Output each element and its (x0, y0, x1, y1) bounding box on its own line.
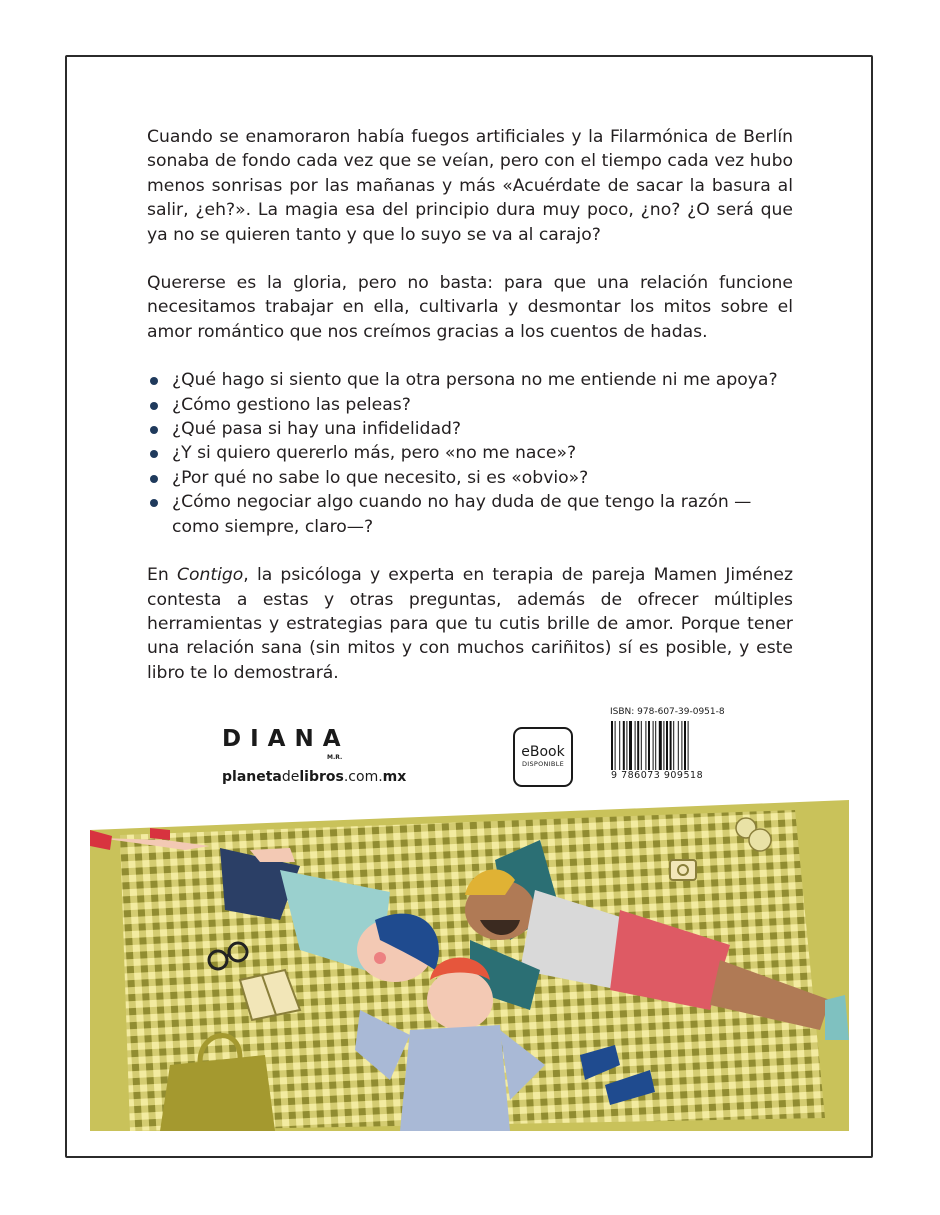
barcode-bar (673, 721, 674, 771)
barcode-bar (688, 721, 689, 771)
ebook-title: eBook (521, 744, 565, 760)
barcode-bar (641, 721, 642, 771)
question-list (147, 368, 793, 539)
barcode-bar (670, 721, 672, 771)
list-item: ¿Y si quiero quererlo más, pero «no me nace»? (147, 441, 793, 465)
blurb-paragraph-3 (147, 563, 793, 685)
barcode-bar (619, 721, 620, 771)
site-part: mx (382, 769, 407, 785)
barcode-bar (626, 721, 627, 771)
barcode-bar (645, 721, 646, 771)
isbn-label: ISBN: 978-607-39-0951-8 (610, 707, 725, 717)
blurb-paragraph-2: Quererse es la gloria, pero no basta: para que una relación funcione necesitamos trabajar en ella, cultivarla y desmontar los mitos sobre el amor romántico que nos creímos gracias a los cuentos de hadas. (147, 273, 793, 342)
blurb-text (147, 125, 793, 685)
barcode-bar (648, 721, 650, 771)
barcode-bar (635, 721, 636, 771)
site-part: libros (299, 769, 344, 785)
barcode-bar (663, 721, 664, 771)
blurb-p3-rest: , la psicóloga y experta en terapia de pareja Mamen Jiménez contesta a estas y otras preguntas, además de ofrecer múltiples herramientas y estrategias para que tu cutis brille de amor. Porque tener una relación sana (sin mitos y con muchos cariñitos) sí es posible, y este libro te lo demostrará. (147, 565, 793, 683)
site-part: de (281, 769, 300, 785)
trademark-mark: M.R. (327, 754, 343, 761)
publisher-website[interactable] (222, 769, 406, 785)
barcode-bar (659, 721, 662, 771)
list-item: ¿Cómo negociar algo cuando no hay duda de que tengo la razón —como siempre, claro—? (147, 490, 793, 539)
barcode-bar (684, 721, 686, 771)
site-part: planeta (222, 769, 282, 785)
blurb-p3-start: En (147, 565, 177, 586)
barcode-bar (623, 721, 625, 771)
list-item: ¿Qué hago si siento que la otra persona no me entiende ni me apoya? (147, 368, 793, 392)
book-title: Contigo (176, 565, 244, 586)
picnic-illustration (90, 800, 849, 1131)
camera-icon (670, 860, 696, 880)
barcode-bar (666, 721, 668, 771)
barcode-bar (678, 721, 679, 771)
barcode-bar (681, 721, 682, 771)
ebook-badge-icon (513, 727, 573, 787)
publisher-logo: DIANA (222, 726, 350, 752)
barcode-bar (615, 721, 616, 771)
ebook-subtitle: DISPONIBLE (521, 760, 565, 768)
list-item: ¿Cómo gestiono las peleas? (147, 393, 793, 417)
barcode-bar (655, 721, 656, 771)
barcode-bar (629, 721, 632, 771)
blurb-paragraph-1: Cuando se enamoraron había fuegos artificiales y la Filarmónica de Berlín sonaba de fondo cada vez que se veían, pero con el tiempo cada vez hubo menos sonrisas por las mañanas y más «Acuérdate de sacar la basura al salir, ¿eh?». La magia esa del principio dura muy poco, ¿no? ¿O será que ya no se quieren tanto y que lo suyo se va al carajo? (147, 127, 793, 245)
list-item: ¿Por qué no sabe lo que necesito, si es «obvio»? (147, 466, 793, 490)
barcode-digits: 9 786073 909518 (611, 770, 704, 781)
barcode-bar (611, 721, 613, 771)
barcode-bar (637, 721, 639, 771)
barcode-bar (653, 721, 654, 771)
list-item: ¿Qué pasa si hay una infidelidad? (147, 417, 793, 441)
site-part: .com. (343, 769, 383, 785)
